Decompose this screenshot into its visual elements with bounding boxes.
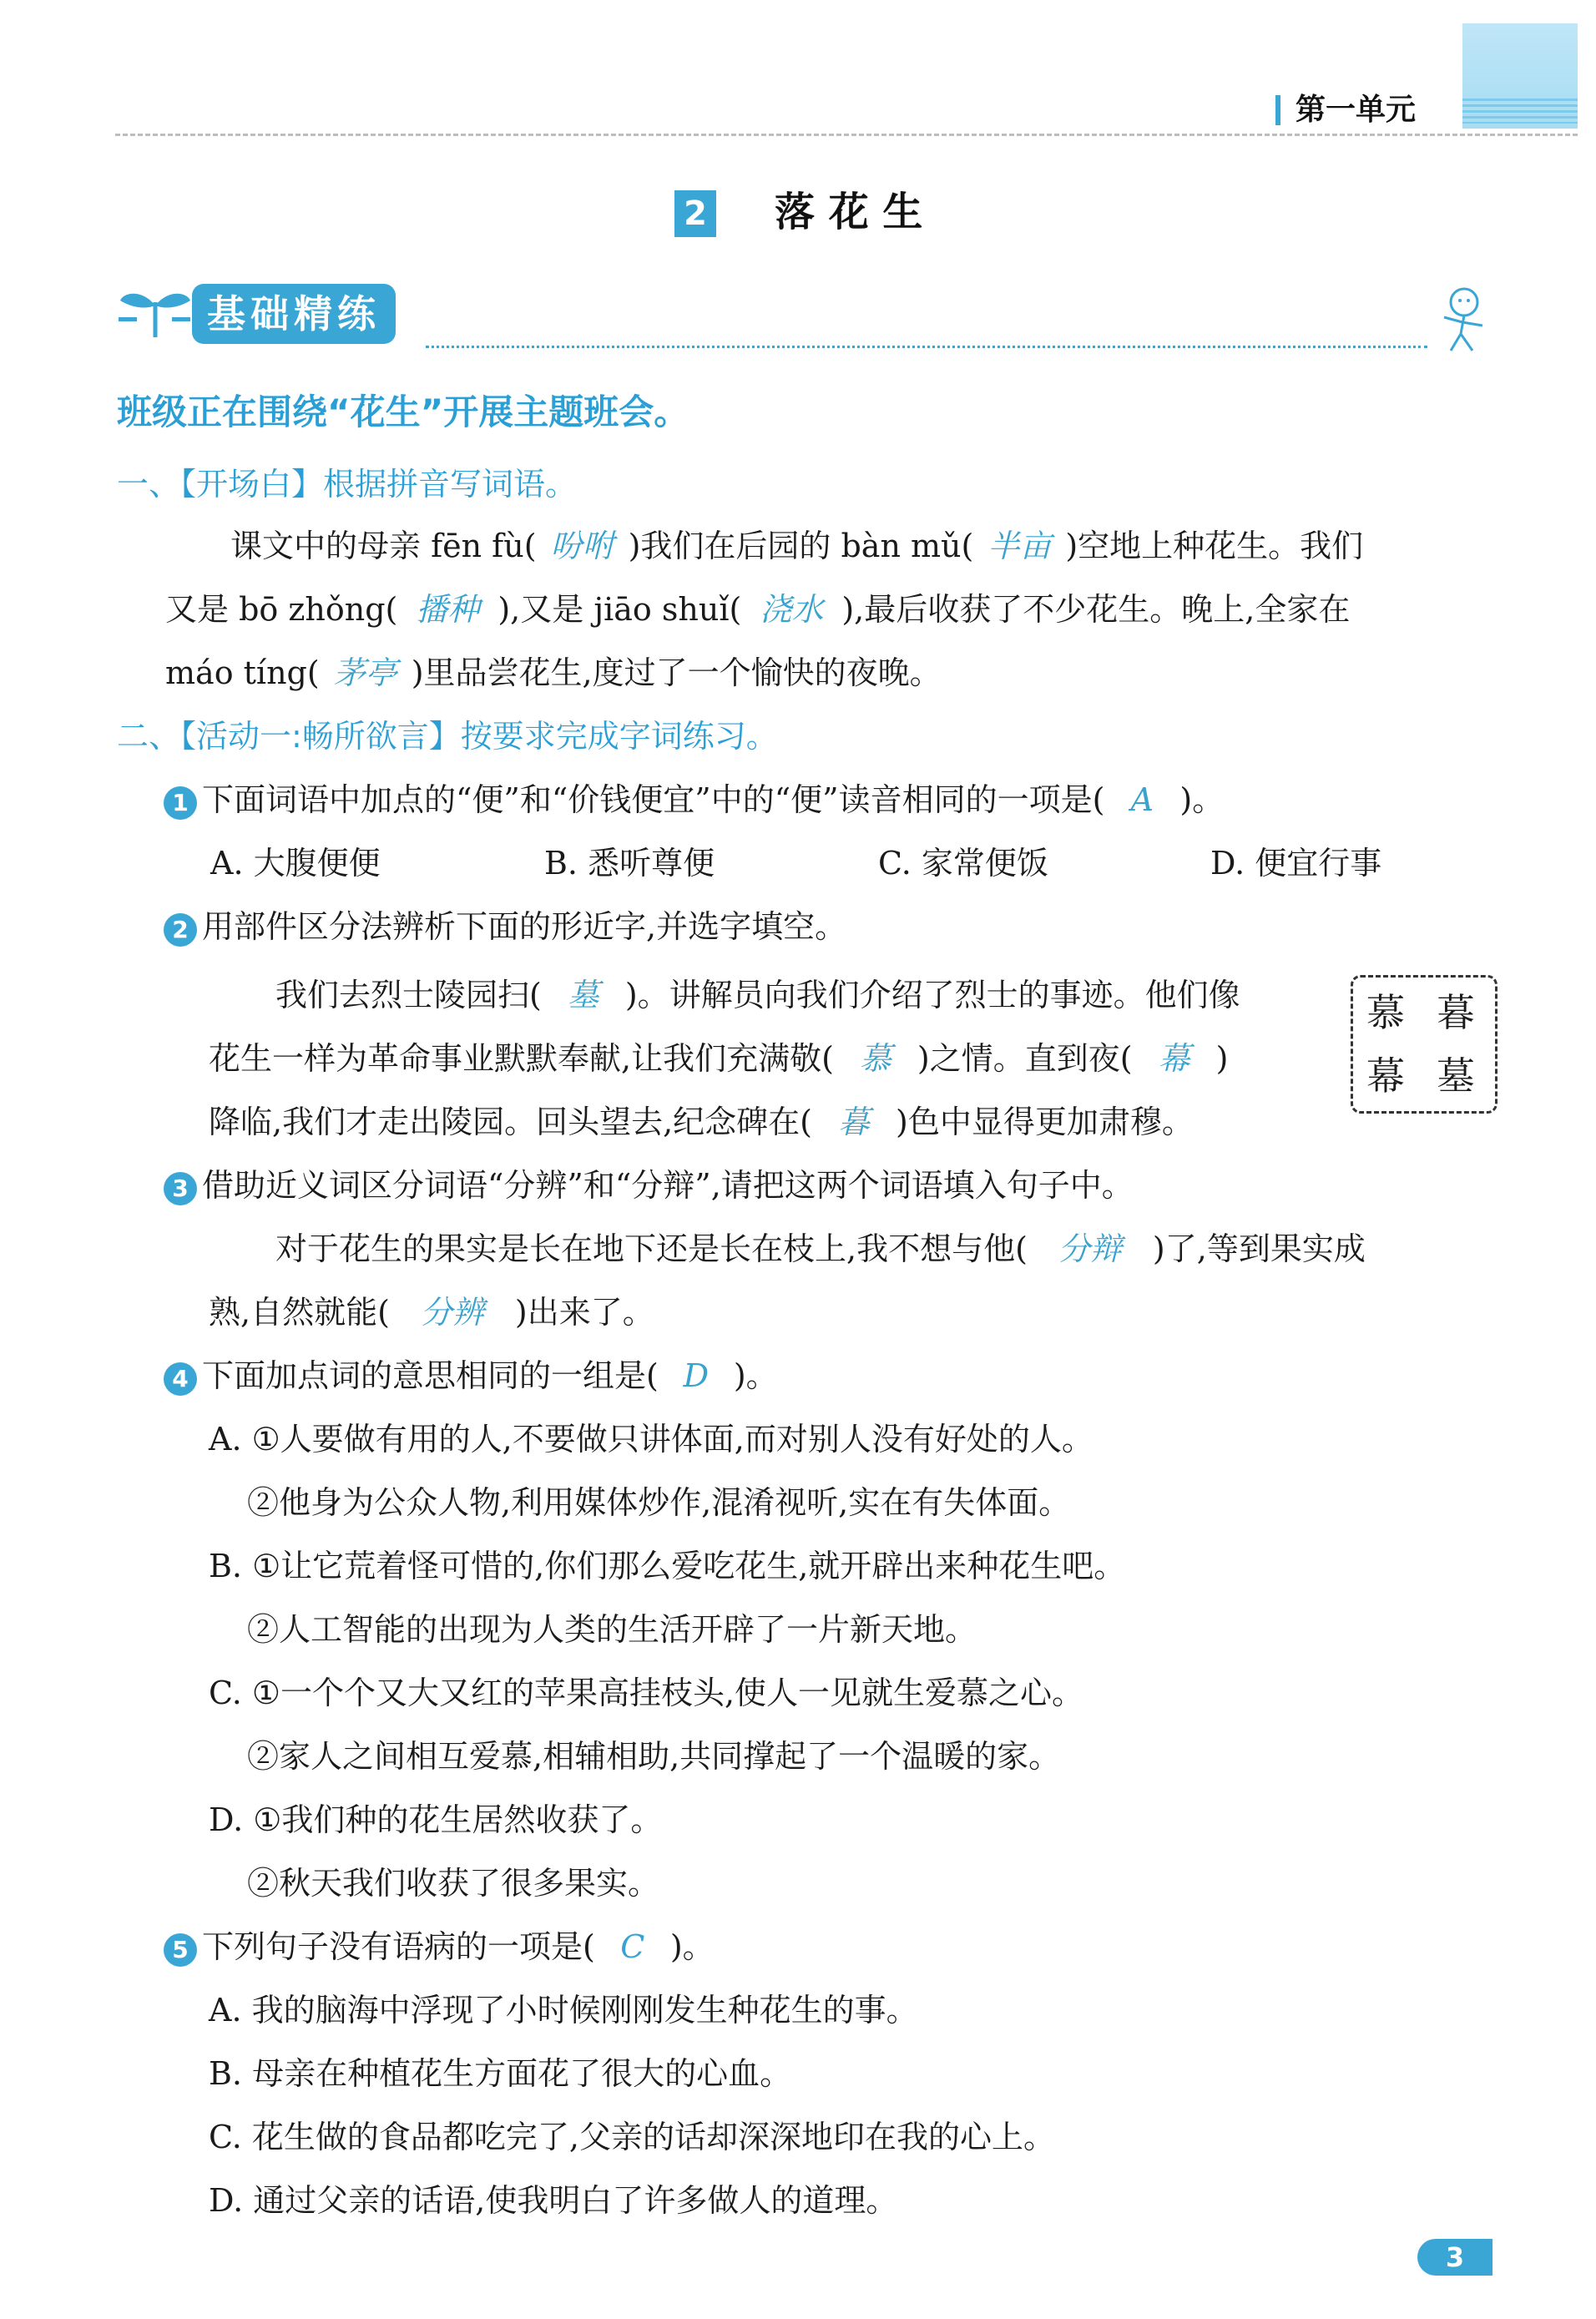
text: 借助近义词区分词语“分辨”和“分辩”,请把这两个词语填入句子中。 <box>202 1167 1134 1204</box>
q2-line-2 <box>209 1038 1228 1079</box>
answer-blank[interactable]: C <box>620 1928 645 1965</box>
q1-option-d[interactable]: D. 便宜行事 <box>1210 845 1382 882</box>
question-number: 2 <box>164 913 197 947</box>
answer-blank[interactable]: 墓 <box>567 977 599 1013</box>
text: 又是 bō zhǒng( <box>165 591 398 628</box>
q3-line-1 <box>275 1229 1366 1269</box>
q5-option-d[interactable]: D. 通过父亲的话语,使我明白了许多做人的道理。 <box>209 2182 898 2219</box>
answer-blank[interactable]: D <box>683 1357 710 1394</box>
text: )。讲解员向我们介绍了烈士的事迹。他们像 <box>624 977 1240 1013</box>
section-dotted-rule <box>426 346 1427 348</box>
choice-char: 墓 <box>1437 1053 1475 1099</box>
q1-stem <box>164 780 1224 820</box>
header-dashed-rule <box>115 134 1578 136</box>
q4-option-a1[interactable]: A. ①人要做有用的人,不要做只讲体面,而对别人没有好处的人。 <box>209 1421 1093 1458</box>
part2-heading: 二、【活动一:畅所欲言】按要求完成字词练习。 <box>117 718 778 755</box>
text: ),最后收获了不少花生。晚上,全家在 <box>841 591 1351 628</box>
text: 用部件区分法辨析下面的形近字,并选字填空。 <box>202 908 847 945</box>
q4-option-b2: ②人工智能的出现为人类的生活开辟了一片新天地。 <box>247 1611 977 1648</box>
text: )了,等到果实成 <box>1152 1230 1366 1267</box>
q2-line-3 <box>209 1102 1194 1142</box>
answer-blank[interactable]: 慕 <box>859 1040 891 1077</box>
q5-stem <box>164 1927 715 1967</box>
text: 熟,自然就能( <box>209 1294 390 1331</box>
question-number: 5 <box>164 1933 197 1967</box>
text: 下面词语中加点的“便”和“价钱便宜”中的“便”读音相同的一项是( <box>202 781 1105 818</box>
choice-char: 暮 <box>1437 990 1475 1035</box>
mascot-icon <box>1432 284 1491 356</box>
choice-char: 慕 <box>1366 990 1405 1035</box>
q4-option-a2: ②他身为公众人物,利用媒体炒作,混淆视听,实在有失体面。 <box>247 1484 1071 1521</box>
answer-blank[interactable]: 分辩 <box>1058 1230 1122 1267</box>
q5-option-c[interactable]: C. 花生做的食品都吃完了,父亲的话却深深地印在我的心上。 <box>209 2119 1055 2155</box>
sprout-icon <box>117 284 194 341</box>
answer-blank[interactable]: 幕 <box>1158 1040 1190 1077</box>
text: 下面加点词的意思相同的一组是( <box>202 1357 659 1394</box>
text: 课文中的母亲 fēn fù( <box>230 528 537 564</box>
text: 下列句子没有语病的一项是( <box>202 1928 595 1965</box>
unit-label: 第一单元 <box>1295 93 1417 127</box>
text: 降临,我们才走出陵园。回头望去,纪念碑在( <box>209 1104 812 1140</box>
answer-blank[interactable]: 浇水 <box>760 591 824 628</box>
q3-stem <box>164 1165 1134 1205</box>
q5-option-b[interactable]: B. 母亲在种植花生方面花了很大的心血。 <box>209 2055 792 2092</box>
text: )我们在后园的 bàn mǔ( <box>628 528 974 564</box>
part1-line-3 <box>165 653 942 693</box>
q4-option-c1[interactable]: C. ①一个个又大又红的苹果高挂枝头,使人一见就生爱慕之心。 <box>209 1675 1084 1711</box>
q1-option-c[interactable]: C. 家常便饭 <box>878 845 1048 882</box>
answer-blank[interactable]: A <box>1130 781 1154 818</box>
q4-option-c2: ②家人之间相互爱慕,相辅相助,共同撑起了一个温暖的家。 <box>247 1738 1061 1775</box>
text: )。 <box>1179 781 1225 818</box>
text: )。 <box>669 1928 715 1965</box>
part1-heading: 一、【开场白】根据拼音写词语。 <box>117 466 578 503</box>
text: 花生一样为革命事业默默奉献,让我们充满敬( <box>209 1040 834 1077</box>
q2-stem <box>164 907 846 947</box>
q4-stem <box>164 1356 778 1396</box>
page-number: 3 <box>1417 2239 1492 2276</box>
question-number: 3 <box>164 1172 197 1205</box>
lesson-number-badge: 2 <box>674 190 716 237</box>
q3-line-2 <box>209 1292 654 1332</box>
header-bar <box>1275 95 1280 125</box>
q4-option-d2: ②秋天我们收获了很多果实。 <box>247 1865 660 1902</box>
q4-option-d1[interactable]: D. ①我们种的花生居然收获了。 <box>209 1801 663 1838</box>
text: máo tíng( <box>165 654 320 691</box>
q1-option-a[interactable]: A. 大腹便便 <box>210 845 381 882</box>
q2-line-1 <box>275 975 1240 1015</box>
answer-blank[interactable]: 茅亭 <box>333 654 397 691</box>
answer-blank[interactable]: 分辨 <box>420 1294 484 1331</box>
text: 我们去烈士陵园扫( <box>275 977 542 1013</box>
part1-line-1 <box>230 526 1363 566</box>
part1-line-2 <box>165 589 1350 629</box>
answer-blank[interactable]: 暮 <box>837 1104 870 1140</box>
question-number: 1 <box>164 786 197 820</box>
intro-text: 班级正在围绕“花生”开展主题班会。 <box>117 392 689 432</box>
q1-option-b[interactable]: B. 悉听尊便 <box>544 845 715 882</box>
answer-blank[interactable]: 吩咐 <box>550 528 614 564</box>
text: )。 <box>733 1357 778 1394</box>
answer-blank[interactable]: 半亩 <box>987 528 1052 564</box>
text: )出来了。 <box>514 1294 654 1331</box>
section-label: 基础精练 <box>192 284 396 344</box>
text: )之情。直到夜( <box>917 1040 1133 1077</box>
q5-option-a[interactable]: A. 我的脑海中浮现了小时候刚刚发生种花生的事。 <box>209 1992 918 2028</box>
word-choice-box <box>1351 975 1498 1114</box>
lesson-title: 落 花 生 <box>775 189 923 235</box>
header-corner-stripes <box>1462 99 1578 124</box>
answer-blank[interactable]: 播种 <box>416 591 480 628</box>
text: ) <box>1215 1040 1229 1077</box>
text: )空地上种花生。我们 <box>1065 528 1364 564</box>
text: )色中显得更加肃穆。 <box>896 1104 1194 1140</box>
text: ),又是 jiāo shuǐ( <box>497 591 742 628</box>
choice-char: 幕 <box>1366 1053 1405 1099</box>
text: )里品尝花生,度过了一个愉快的夜晚。 <box>411 654 942 691</box>
question-number: 4 <box>164 1362 197 1396</box>
text: 对于花生的果实是长在地下还是长在枝上,我不想与他( <box>275 1230 1028 1267</box>
q4-option-b1[interactable]: B. ①让它荒着怪可惜的,你们那么爱吃花生,就开辟出来种花生吧。 <box>209 1548 1126 1584</box>
